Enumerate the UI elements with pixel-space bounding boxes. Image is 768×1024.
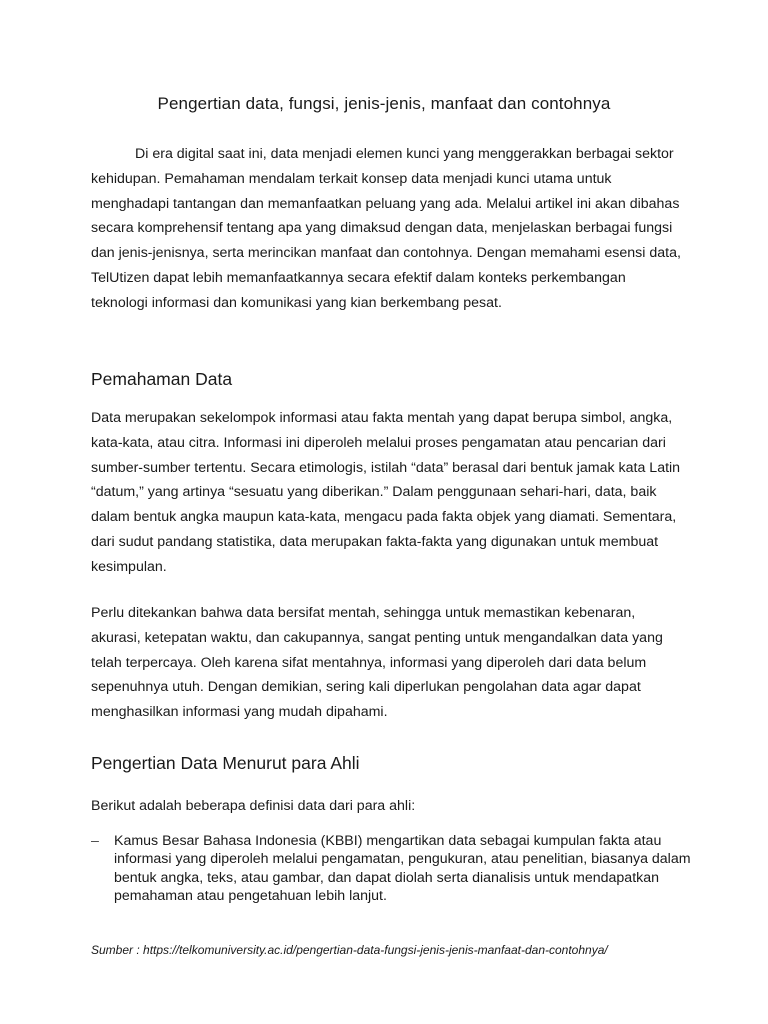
section-heading-pengertian-ahli: Pengertian Data Menurut para Ahli	[91, 753, 360, 773]
document-title: Pengertian data, fungsi, jenis-jenis, manfaat dan contohnya	[157, 94, 611, 113]
list-item	[91, 832, 691, 906]
intro-paragraph: Di era digital saat ini, data menjadi elemen kunci yang menggerakkan berbagai sektor kehidupan. Pemahaman mendalam terkait konsep data menjadi kunci utama untuk menghadapi tantangan dan memanfaatkan peluang yang ada. Melalui artikel ini akan dibahas secara komprehensif tentang apa yang dimaksud dengan data, menjelaskan berbagai fungsi dan jenis-jenisnya, serta merincikan manfaat dan contohnya. Dengan memahami esensi data, TelUtizen dapat lebih memanfaatkannya secara efektif dalam konteks perkembangan teknologi informasi dan komunikasi yang kian berkembang pesat.	[91, 146, 681, 311]
section1-paragraph-1: Data merupakan sekelompok informasi atau fakta mentah yang dapat berupa simbol, angka, kata-kata, atau citra. Informasi ini diperoleh melalui proses pengamatan atau pencarian dari sumber-sumber tertentu. Secara etimologis, istilah “data” berasal dari bentuk jamak kata Latin “datum,” yang artinya “sesuatu yang diberikan.” Dalam penggunaan sehari-hari, data, baik dalam bentuk angka maupun kata-kata, mengacu pada fakta objek yang diamati. Sementara, dari sudut pandang statistika, data merupakan fakta-fakta yang digunakan untuk membuat kesimpulan.	[91, 410, 681, 575]
definition-list	[91, 832, 691, 906]
list-item-text: Kamus Besar Bahasa Indonesia (KBBI) mengartikan data sebagai kumpulan fakta atau informasi yang diperoleh melalui pengamatan, pengukuran, atau penelitian, biasanya dalam bentuk angka, teks, atau gambar, dan dapat diolah serta dianalisis untuk mendapatkan pemahaman atau pengetahuan lebih lanjut.	[114, 833, 691, 905]
section-heading-pemahaman-data: Pemahaman Data	[91, 369, 233, 389]
source-citation: Sumber : https://telkomuniversity.ac.id/pengertian-data-fungsi-jenis-jenis-manfaat-dan-contohnya/	[91, 943, 608, 957]
section1-paragraph-2: Perlu ditekankan bahwa data bersifat mentah, sehingga untuk memastikan kebenaran, akurasi, ketepatan waktu, dan cakupannya, sangat penting untuk mengandalkan data yang telah terpercaya. Oleh karena sifat mentahnya, informasi yang diperoleh dari data belum sepenuhnya utuh. Dengan demikian, sering kali diperlukan pengolahan data agar dapat menghasilkan informasi yang mudah dipahami.	[91, 605, 663, 721]
section2-intro: Berikut adalah beberapa definisi data dari para ahli:	[91, 798, 416, 814]
list-bullet: –	[91, 833, 99, 849]
